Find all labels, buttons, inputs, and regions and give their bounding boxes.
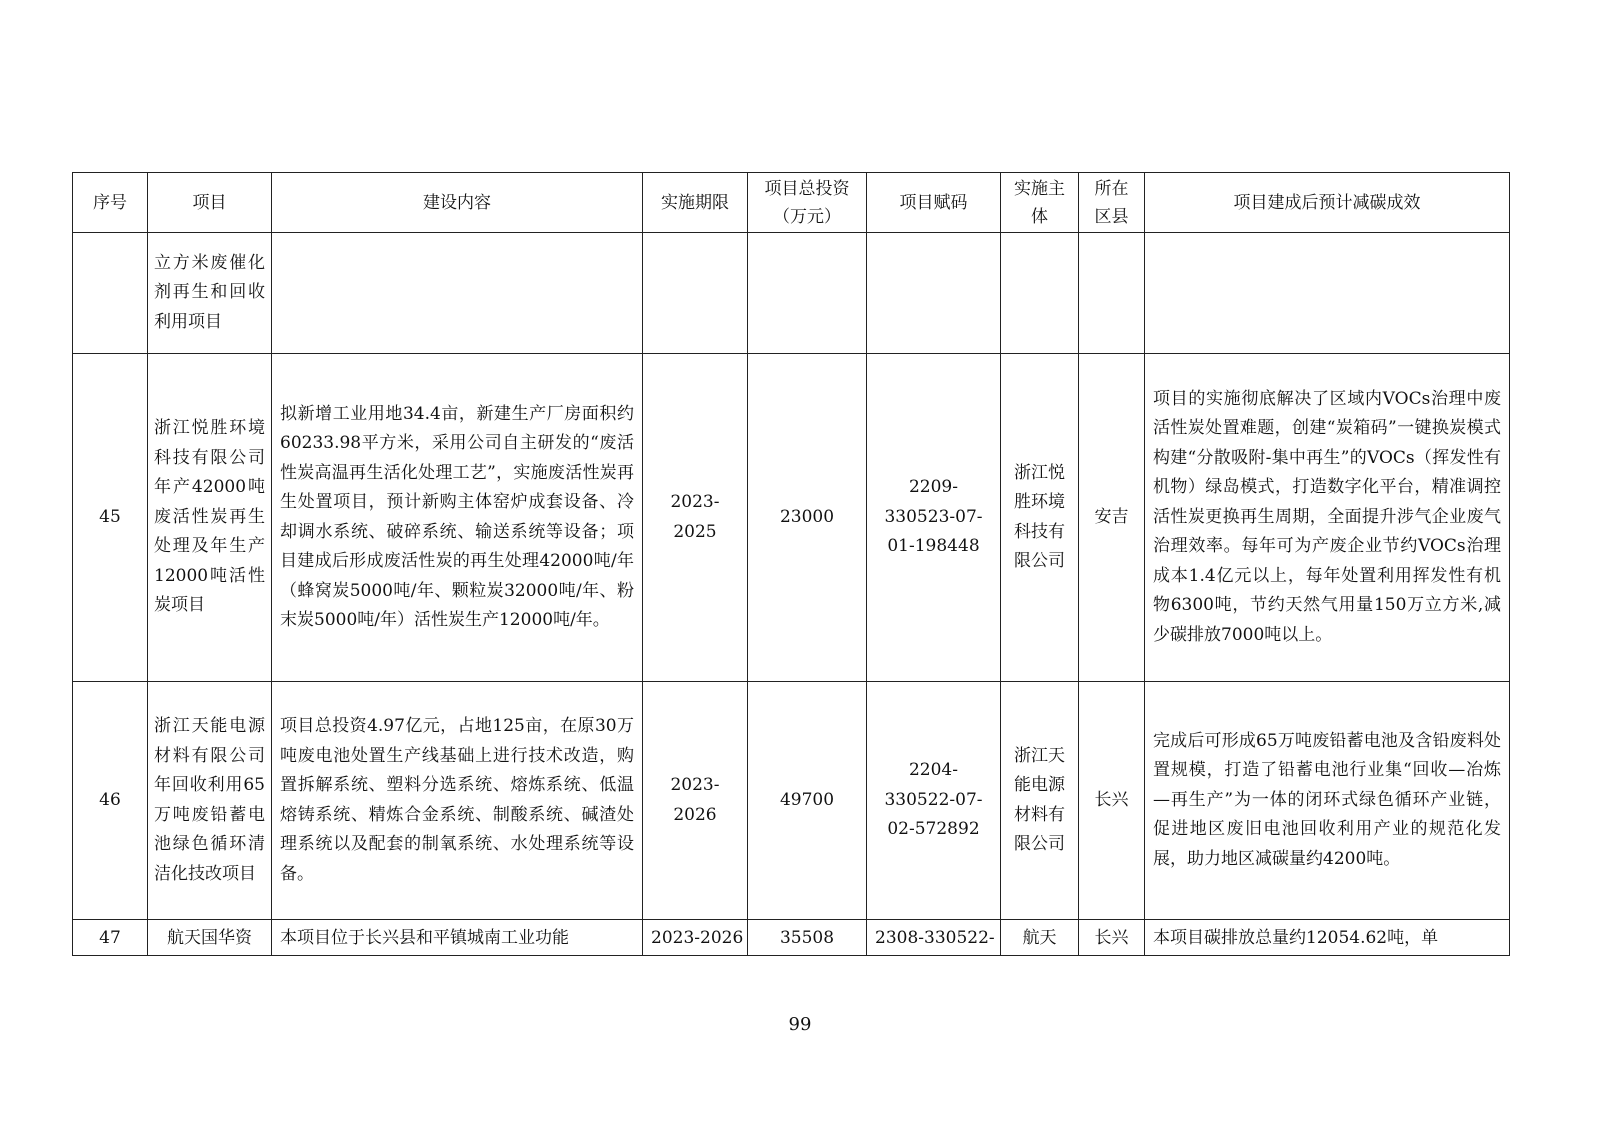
cell-county: 长兴: [1079, 920, 1145, 956]
cell-code: 2308-330522-: [867, 920, 1001, 956]
header-effect: 项目建成后预计减碳成效: [1145, 173, 1510, 233]
table-row: [73, 354, 1510, 682]
cell-period: 2023-2026: [643, 920, 748, 956]
table-row: [73, 920, 1510, 956]
cell-seq: [73, 233, 148, 354]
cell-effect: 完成后可形成65万吨废铅蓄电池及含铅废料处置规模，打造了铅蓄电池行业集“回收—冶炼—再生产”为一体的闭环式绿色循环产业链，促进地区废旧电池回收利用产业的规范化发展，助力地区减碳量约4200吨。: [1145, 682, 1510, 920]
header-code: 项目赋码: [867, 173, 1001, 233]
cell-content: 拟新增工业用地34.4亩，新建生产厂房面积约60233.98平方米，采用公司自主研发的“废活性炭高温再生活化处理工艺”，实施废活性炭再生处置项目，预计新购主体窑炉成套设备、冷却调水系统、破碎系统、输送系统等设备；项目建成后形成废活性炭的再生处理42000吨/年（蜂窝炭5000吨/年、颗粒炭32000吨/年、粉末炭5000吨/年）活性炭生产12000吨/年。: [272, 354, 643, 682]
cell-project: 航天国华资: [148, 920, 272, 956]
cell-period: 2023-2026: [643, 682, 748, 920]
header-project: 项目: [148, 173, 272, 233]
cell-entity: [1001, 233, 1079, 354]
cell-investment: 23000: [748, 354, 867, 682]
cell-content: [272, 233, 643, 354]
cell-code: 2209-330523-07-01-198448: [867, 354, 1001, 682]
cell-seq: 47: [73, 920, 148, 956]
cell-effect: 本项目碳排放总量约12054.62吨，单: [1145, 920, 1510, 956]
cell-content: 本项目位于长兴县和平镇城南工业功能: [272, 920, 643, 956]
cell-project: 立方米废催化剂再生和回收利用项目: [148, 233, 272, 354]
table-header-row: [73, 173, 1510, 233]
cell-period: 2023-2025: [643, 354, 748, 682]
cell-seq: 45: [73, 354, 148, 682]
cell-project: 浙江悦胜环境科技有限公司年产42000吨废活性炭再生处理及年生产12000吨活性炭项目: [148, 354, 272, 682]
cell-code: 2204-330522-07-02-572892: [867, 682, 1001, 920]
header-content: 建设内容: [272, 173, 643, 233]
cell-entity: 航天: [1001, 920, 1079, 956]
header-investment: 项目总投资（万元）: [748, 173, 867, 233]
cell-content: 项目总投资4.97亿元，占地125亩，在原30万吨废电池处置生产线基础上进行技术改造，购置拆解系统、塑料分选系统、熔炼系统、低温熔铸系统、精炼合金系统、制酸系统、碱渣处理系统以及配套的制氧系统、水处理系统等设备。: [272, 682, 643, 920]
cell-county: [1079, 233, 1145, 354]
cell-effect: 项目的实施彻底解决了区域内VOCs治理中废活性炭处置难题，创建“炭箱码”一键换炭模式构建“分散吸附-集中再生”的VOCs（挥发性有机物）绿岛模式，打造数字化平台，精准调控活性炭更换再生周期，全面提升涉气企业废气治理效率。每年可为产废企业节约VOCs治理成本1.4亿元以上，每年处置利用挥发性有机物6300吨，节约天然气用量150万立方米,减少碳排放7000吨以上。: [1145, 354, 1510, 682]
cell-project: 浙江天能电源材料有限公司年回收利用65万吨废铅蓄电池绿色循环清洁化技改项目: [148, 682, 272, 920]
cell-entity: 浙江天能电源材料有限公司: [1001, 682, 1079, 920]
cell-period: [643, 233, 748, 354]
header-county: 所在区县: [1079, 173, 1145, 233]
header-period: 实施期限: [643, 173, 748, 233]
cell-entity: 浙江悦胜环境科技有限公司: [1001, 354, 1079, 682]
table-row: [73, 682, 1510, 920]
header-seq: 序号: [73, 173, 148, 233]
cell-code: [867, 233, 1001, 354]
cell-seq: 46: [73, 682, 148, 920]
project-table: [72, 172, 1510, 956]
cell-investment: [748, 233, 867, 354]
table-row: [73, 233, 1510, 354]
cell-investment: 35508: [748, 920, 867, 956]
cell-county: 长兴: [1079, 682, 1145, 920]
cell-investment: 49700: [748, 682, 867, 920]
header-entity: 实施主体: [1001, 173, 1079, 233]
page-number: 99: [788, 1014, 812, 1035]
cell-county: 安吉: [1079, 354, 1145, 682]
cell-effect: [1145, 233, 1510, 354]
